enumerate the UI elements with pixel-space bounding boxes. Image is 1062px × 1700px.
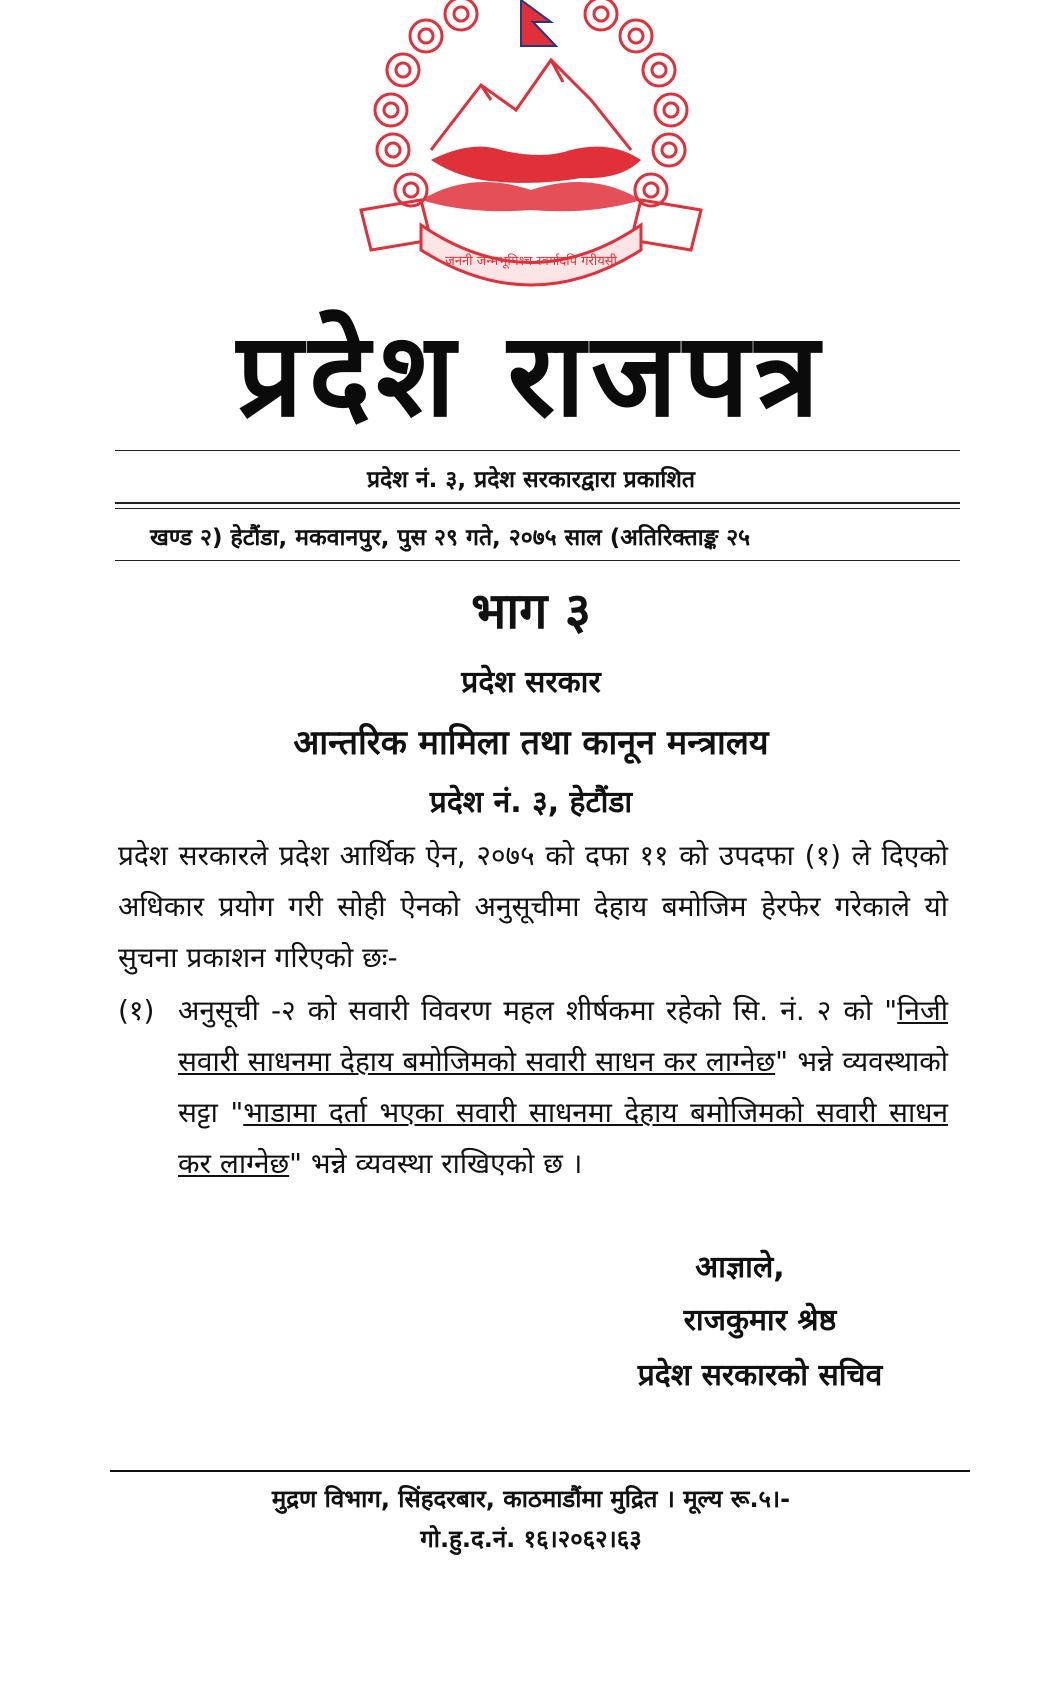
clause-text: अनुसूची -२ को सवारी विवरण महल शीर्षकमा रहेको सि. नं. २ को " [178, 994, 898, 1027]
signature-order: आज्ञाले, [695, 1250, 785, 1285]
footer-registration: गो.हु.द.नं. १६।२०६२।६३ [420, 1525, 642, 1553]
clause-1 [118, 985, 948, 1189]
footer-printer: मुद्रण विभाग, सिंहदरबार, काठमाडौंमा मुद्रित । मूल्य रू.५।- [271, 1485, 791, 1513]
issue-line: खण्ड २) हेटौंडा, मकवानपुर, पुस २९ गते, २०७५ साल (अतिरिक्ताङ्क २५ [150, 525, 751, 551]
government-heading: प्रदेश सरकार [461, 665, 601, 700]
gazette-title: प्रदेश राजपत्र [236, 308, 826, 443]
part-heading: भाग ३ [471, 582, 591, 640]
signature-title: प्रदेश सरकारको सचिव [637, 1358, 883, 1393]
divider [115, 450, 960, 451]
footer-divider [110, 1470, 970, 1472]
clause-text: " भन्ने व्यवस्था राखिएको छ । [289, 1147, 583, 1180]
clause-quote-new: भाडामा दर्ता भएका सवारी साधनमा देहाय बमोजिमको सवारी साधन कर लाग्नेछ [178, 1096, 948, 1180]
clause-number: (१) [118, 994, 155, 1027]
publisher-line: प्रदेश नं. ३, प्रदेश सरकारद्वारा प्रकाशित [366, 467, 696, 493]
divider [115, 560, 960, 561]
intro-paragraph: प्रदेश सरकारले प्रदेश आर्थिक ऐन, २०७५ को दफा ११ को उपदफा (१) ले दिएको अधिकार प्रयोग गरी सोही ऐनको अनुसूचीमा देहाय बमोजिम हेरफेर गरेकाले यो सुचना प्रकाशन गरिएको छः- [118, 839, 948, 974]
clause-text: " भन्ने व्यवस्थाको सट्टा " [178, 1045, 948, 1129]
nepal-emblem-icon [351, 0, 711, 300]
office-heading: प्रदेश नं. ३, हेटौंडा [429, 785, 633, 820]
divider [115, 508, 960, 509]
svg-text:जननी जन्मभूमिश्च स्वर्गादपि गर: जननी जन्मभूमिश्च स्वर्गादपि गरीयसी [445, 254, 617, 269]
ministry-heading: आन्तरिक मामिला तथा कानून मन्त्रालय [293, 723, 769, 763]
signature-name: राजकुमार श्रेष्ठ [683, 1303, 837, 1338]
clause-body [178, 985, 948, 1189]
clause-quote-old: निजी सवारी साधनमा देहाय बमोजिमको सवारी साधन कर लाग्नेछ [178, 994, 948, 1078]
divider [115, 502, 960, 504]
